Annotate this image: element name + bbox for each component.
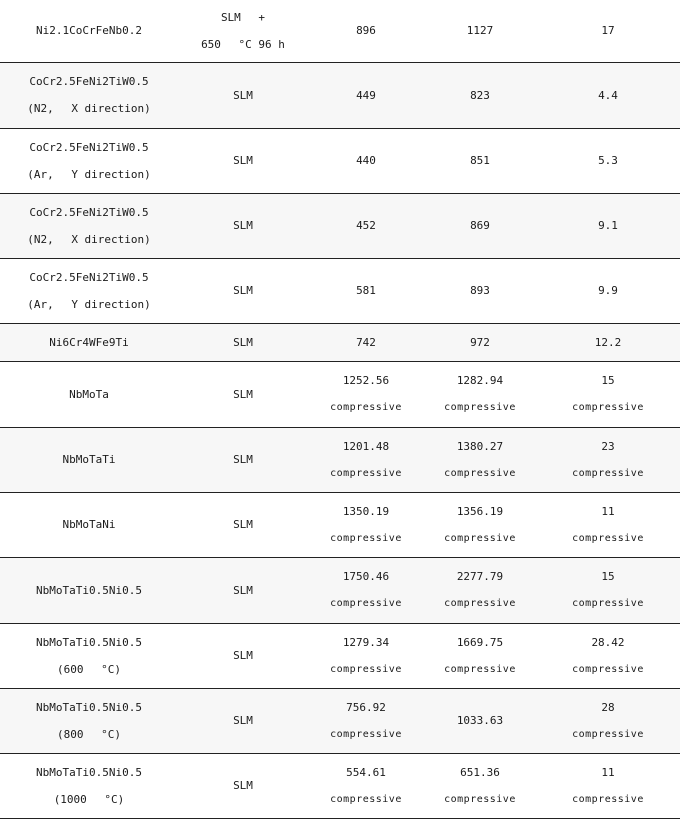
yield-strength-cell — [308, 193, 424, 258]
yield-strength-cell — [308, 323, 424, 361]
alloy-cell — [0, 427, 178, 492]
ultimate-strength-cell — [424, 193, 536, 258]
yield-strength-cell-text: compressive — [330, 467, 402, 479]
ultimate-strength-cell-text: compressive — [444, 793, 516, 805]
process-cell-text: SLM — [233, 88, 253, 102]
yield-strength-cell-text: 452 — [356, 219, 376, 232]
process-cell — [178, 128, 308, 193]
process-cell-text: SLM — [233, 284, 253, 297]
yield-strength-cell-text: compressive — [330, 728, 402, 740]
process-cell — [178, 62, 308, 128]
yield-strength-cell — [308, 492, 424, 557]
elongation-cell-text: 15 — [601, 374, 615, 387]
yield-strength-cell — [308, 688, 424, 753]
ultimate-strength-cell-text: 651.36 — [460, 765, 500, 779]
ultimate-strength-cell — [424, 258, 536, 323]
process-cell — [178, 193, 308, 258]
alloy-cell-text: NbMoTa — [69, 387, 109, 401]
elongation-cell-text: 11 — [601, 765, 615, 779]
ultimate-strength-cell — [424, 688, 536, 753]
ultimate-strength-cell-text: compressive — [444, 598, 516, 609]
elongation-cell-text: compressive — [572, 598, 644, 609]
alloy-cell-text: CoCr2.5FeNi2TiW0.5 — [29, 140, 149, 154]
alloy-cell — [0, 492, 178, 557]
process-cell — [178, 427, 308, 492]
alloy-cell — [0, 0, 178, 62]
ultimate-strength-cell — [424, 0, 536, 62]
elongation-cell-text: 9.1 — [598, 219, 618, 232]
alloy-cell-text: NbMoTaTi0.5Ni0.5 — [36, 635, 142, 649]
alloy-cell — [0, 361, 178, 427]
elongation-cell-text: compressive — [572, 663, 644, 675]
alloy-cell-text: NbMoTaTi0.5Ni0.5 — [36, 583, 142, 597]
elongation-cell-text: 28.42 — [591, 635, 625, 649]
elongation-cell-text: 11 — [601, 504, 615, 518]
alloy-cell-text: (1000 °C) — [53, 792, 125, 806]
alloy-cell-text: (800 °C) — [57, 727, 121, 741]
yield-strength-cell — [308, 0, 424, 62]
process-cell — [178, 258, 308, 323]
yield-strength-cell-text: compressive — [330, 532, 402, 544]
alloy-cell-text: CoCr2.5FeNi2TiW0.5 — [29, 205, 149, 219]
process-cell — [178, 688, 308, 753]
yield-strength-cell-text: 1252.56 — [342, 374, 390, 387]
ultimate-strength-cell-text: 1033.63 — [456, 714, 504, 727]
ultimate-strength-cell-text: compressive — [444, 663, 516, 675]
process-cell — [178, 323, 308, 361]
ultimate-strength-cell-text: compressive — [444, 467, 516, 479]
elongation-cell-text: 5.3 — [598, 154, 618, 167]
ultimate-strength-cell-text: 1380.27 — [456, 439, 504, 453]
table-row — [0, 623, 680, 688]
table-row — [0, 0, 680, 62]
elongation-cell — [536, 62, 680, 128]
elongation-cell — [536, 258, 680, 323]
ultimate-strength-cell-text: 893 — [470, 284, 490, 297]
ultimate-strength-cell — [424, 62, 536, 128]
yield-strength-cell-text: compressive — [330, 598, 402, 609]
process-cell-text: SLM — [233, 387, 253, 401]
table-row — [0, 323, 680, 361]
elongation-cell-text: 9.9 — [598, 284, 618, 297]
yield-strength-cell-text: 581 — [356, 284, 376, 297]
elongation-cell — [536, 688, 680, 753]
elongation-cell-text: compressive — [572, 532, 644, 544]
elongation-cell-text: compressive — [572, 793, 644, 805]
table-row — [0, 258, 680, 323]
yield-strength-cell — [308, 623, 424, 688]
process-cell-text: SLM — [233, 335, 253, 349]
process-cell-text: SLM — [233, 219, 253, 232]
yield-strength-cell-text: 1750.46 — [342, 570, 390, 583]
elongation-cell — [536, 0, 680, 62]
elongation-cell — [536, 753, 680, 818]
table-row — [0, 427, 680, 492]
process-cell-text: SLM — [233, 154, 253, 167]
process-cell-text: SLM — [233, 649, 253, 662]
ultimate-strength-cell-text: compressive — [444, 532, 516, 544]
alloy-cell-text: NbMoTaTi0.5Ni0.5 — [36, 700, 142, 714]
elongation-cell-text: 12.2 — [594, 335, 622, 349]
alloy-cell-text: (N2, X direction) — [27, 232, 151, 246]
yield-strength-cell-text: 554.61 — [346, 765, 386, 779]
ultimate-strength-cell-text: 851 — [470, 154, 490, 167]
elongation-cell — [536, 557, 680, 623]
process-cell-text: 650 °C 96 h — [201, 37, 285, 51]
alloy-cell — [0, 258, 178, 323]
process-cell-text: SLM — [233, 714, 253, 727]
process-cell — [178, 361, 308, 427]
ultimate-strength-cell — [424, 492, 536, 557]
ultimate-strength-cell — [424, 323, 536, 361]
alloy-cell-text: (Ar, Y direction) — [27, 167, 151, 181]
ultimate-strength-cell — [424, 753, 536, 818]
alloy-cell-text: Ni2.1CoCrFeNb0.2 — [36, 24, 142, 38]
alloy-cell-text: (N2, X direction) — [27, 102, 151, 115]
process-cell-text: SLM — [233, 453, 253, 466]
process-cell-text: SLM — [233, 779, 253, 792]
ultimate-strength-cell — [424, 427, 536, 492]
yield-strength-cell-text: 1279.34 — [342, 635, 390, 649]
yield-strength-cell — [308, 62, 424, 128]
alloy-cell-text: Ni6Cr4WFe9Ti — [49, 335, 129, 349]
table-row — [0, 361, 680, 427]
ultimate-strength-cell-text: 2277.79 — [456, 570, 504, 583]
alloy-cell — [0, 623, 178, 688]
alloy-cell-text: NbMoTaTi0.5Ni0.5 — [36, 765, 142, 779]
elongation-cell-text: compressive — [572, 728, 644, 740]
alloy-cell — [0, 193, 178, 258]
process-cell-text: SLM — [233, 518, 253, 531]
alloy-cell-text: CoCr2.5FeNi2TiW0.5 — [29, 270, 149, 284]
ultimate-strength-cell-text: 1669.75 — [456, 635, 504, 649]
yield-strength-cell — [308, 361, 424, 427]
elongation-cell-text: 4.4 — [598, 88, 618, 102]
elongation-cell — [536, 193, 680, 258]
elongation-cell-text: compressive — [572, 467, 644, 479]
alloy-cell — [0, 62, 178, 128]
yield-strength-cell-text: compressive — [330, 402, 402, 413]
table-row — [0, 128, 680, 193]
elongation-cell-text: compressive — [572, 402, 644, 413]
elongation-cell — [536, 427, 680, 492]
table-row — [0, 688, 680, 753]
alloy-cell-text: (Ar, Y direction) — [27, 297, 151, 311]
alloy-cell-text: (600 °C) — [57, 662, 121, 676]
ultimate-strength-cell-text: 823 — [470, 88, 490, 102]
process-cell — [178, 492, 308, 557]
elongation-cell — [536, 128, 680, 193]
table-row — [0, 193, 680, 258]
process-cell — [178, 557, 308, 623]
ultimate-strength-cell-text: 972 — [470, 335, 490, 349]
alloy-cell-text: NbMoTaTi — [62, 453, 116, 466]
process-cell-text: SLM + — [220, 10, 266, 24]
elongation-cell — [536, 492, 680, 557]
ultimate-strength-cell-text: compressive — [444, 402, 516, 413]
yield-strength-cell — [308, 128, 424, 193]
elongation-cell-text: 23 — [601, 439, 615, 453]
alloy-cell — [0, 753, 178, 818]
yield-strength-cell-text: 756.92 — [346, 700, 386, 714]
yield-strength-cell-text: compressive — [330, 663, 402, 675]
process-cell — [178, 753, 308, 818]
elongation-cell-text: 17 — [601, 24, 615, 38]
yield-strength-cell-text: 440 — [356, 154, 376, 167]
elongation-cell — [536, 361, 680, 427]
alloy-cell — [0, 688, 178, 753]
table-row — [0, 557, 680, 623]
alloy-cell — [0, 557, 178, 623]
ultimate-strength-cell — [424, 128, 536, 193]
elongation-cell-text: 15 — [601, 570, 615, 583]
process-cell-text: SLM — [233, 583, 253, 597]
table-row — [0, 753, 680, 818]
ultimate-strength-cell — [424, 557, 536, 623]
ultimate-strength-cell-text: 869 — [470, 219, 490, 232]
yield-strength-cell-text: 1350.19 — [342, 504, 390, 518]
alloy-cell-text: CoCr2.5FeNi2TiW0.5 — [29, 75, 149, 88]
yield-strength-cell — [308, 427, 424, 492]
ultimate-strength-cell-text: 1282.94 — [456, 374, 504, 387]
ultimate-strength-cell-text: 1127 — [466, 24, 494, 38]
process-cell — [178, 623, 308, 688]
yield-strength-cell-text: 449 — [356, 88, 376, 102]
alloy-cell — [0, 128, 178, 193]
yield-strength-cell-text: 742 — [356, 335, 376, 349]
process-cell — [178, 0, 308, 62]
alloy-cell-text: NbMoTaNi — [62, 518, 116, 531]
ultimate-strength-cell — [424, 623, 536, 688]
yield-strength-cell — [308, 258, 424, 323]
table-row — [0, 492, 680, 557]
ultimate-strength-cell-text: 1356.19 — [456, 504, 504, 518]
elongation-cell — [536, 623, 680, 688]
alloy-cell — [0, 323, 178, 361]
elongation-cell-text: 28 — [601, 700, 615, 714]
yield-strength-cell-text: 1201.48 — [342, 439, 390, 453]
elongation-cell — [536, 323, 680, 361]
yield-strength-cell-text: 896 — [356, 24, 376, 38]
table-row — [0, 62, 680, 128]
yield-strength-cell — [308, 753, 424, 818]
yield-strength-cell-text: compressive — [330, 793, 402, 805]
ultimate-strength-cell — [424, 361, 536, 427]
yield-strength-cell — [308, 557, 424, 623]
